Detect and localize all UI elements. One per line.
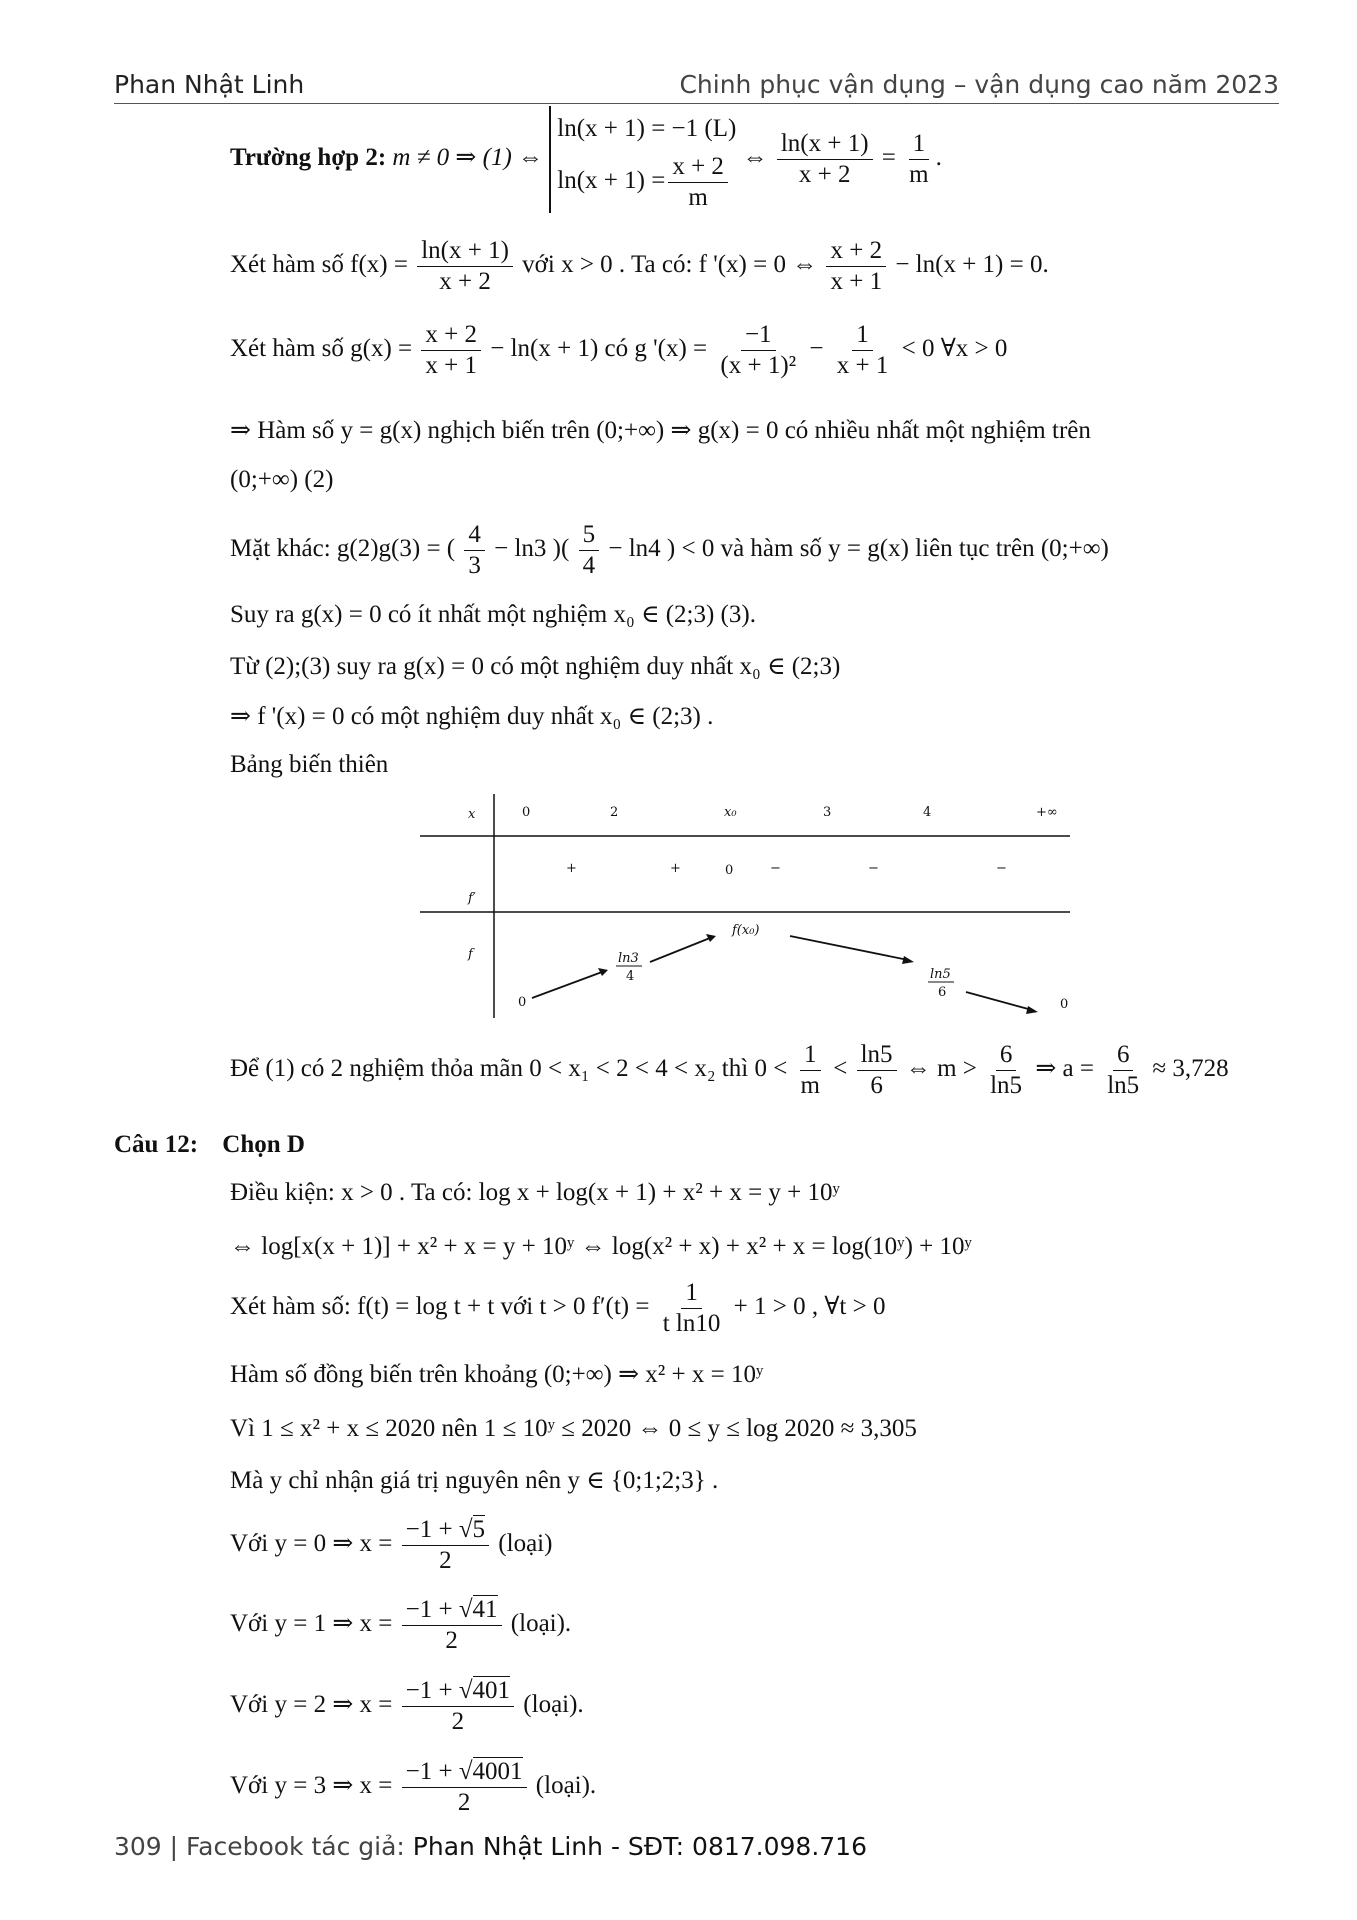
case2-frac: $\frac{\ln(x + 1)}{x + 2}$ — [777, 129, 873, 190]
case-y1: Với y = 1 ⇒ x = $\frac{-1 + √41}{2}$ (loại). — [230, 1596, 572, 1654]
case-y2: Với y = 2 ⇒ x = $\frac{-1 + √401}{2}$ (loại). — [230, 1677, 584, 1735]
case2-line: Trường hợp 2: m ≠ 0 ⇒ (1) ⇔ ln(x + 1) = −1 (L) ln(x + 1) = $\frac{x + 2}{m}$ ⇔ $\frac{\ln(x + 1)}{x + 2}$ = $\frac{1}{m}$ . — [230, 106, 942, 213]
case2-c1: ln(x + 1) = −1 (L) — [557, 115, 737, 142]
line-xet-f-t: Xét hàm số: f(t) = log t + t với t > 0 f′(t) = $\frac{1}{\text{t ln10}}$ + 1 > 0 , ∀t > 0 — [230, 1279, 886, 1337]
f-start: 0 — [518, 995, 527, 1010]
f-max: f(x₀) — [732, 923, 760, 938]
line-de: Để (1) có 2 nghiệm thỏa mãn 0 < x₁ < 2 < 4 < x₂ thì 0 < $\frac{1}{m}$ < $\frac{\ln 5}{6}$ ⇔ m > $\frac{6}{\ln 5}$ ⇒ a = $\frac{6}{\ln 5}$ ≈ 3,728 — [230, 1041, 1229, 1099]
cau12-label: Câu 12: — [114, 1131, 199, 1158]
footer-author: Phan Nhật Linh - SĐT: 0817.098.716 — [412, 1832, 867, 1861]
sign-0: + — [566, 861, 577, 876]
f-mid2-den: 6 — [938, 985, 947, 1000]
line-tu: Từ (2);(3) suy ra g(x) = 0 có một nghiệm duy nhất x₀ ∈ (2;3) — [230, 653, 841, 680]
x-value-5: +∞ — [1036, 805, 1058, 820]
table-x-values — [522, 805, 1058, 820]
line-equiv: ⇔ log[x(x + 1)] + x² + x = y + 10ʸ ⇔ log(x² + x) + x² + x = log(10ʸ) + 10ʸ — [230, 1233, 972, 1260]
table-signs — [566, 861, 1007, 878]
variation-table — [420, 790, 1080, 1020]
x-value-0: 0 — [522, 805, 531, 820]
line-f-prime: ⇒ f '(x) = 0 có một nghiệm duy nhất x₀ ∈ (2;3) . — [230, 703, 714, 730]
line-dieu-kien: Điều kiện: x > 0 . Ta có: log x + log(x + 1) + x² + x = y + 10ʸ — [230, 1179, 840, 1206]
case2-cond: m ≠ 0 ⇒ (1) ⇔ — [392, 144, 544, 172]
header-book-title: Chinh phục vận dụng – vận dụng cao năm 2023 — [679, 70, 1279, 99]
page-number: 309 — [114, 1832, 162, 1861]
sign-4: − — [868, 861, 879, 876]
sign-2: 0 — [725, 863, 734, 878]
case2-system — [549, 106, 736, 213]
table-fp-label: f′ — [468, 891, 476, 906]
f-mid-num: ln3 — [618, 951, 639, 966]
line-bang-bien-thien: Bảng biến thiên — [230, 751, 389, 778]
line-suy-ra: Suy ra g(x) = 0 có ít nhất một nghiệm x₀ ∈ (2;3) (3). — [230, 601, 756, 628]
line-dong-bien: Hàm số đồng biến trên khoảng (0;+∞) ⇒ x² + x = 10ʸ — [230, 1361, 764, 1388]
sign-5: − — [996, 861, 1007, 876]
f-end: 0 — [1060, 997, 1069, 1012]
x-value-1: 2 — [610, 805, 619, 820]
sign-3: − — [770, 861, 781, 876]
table-f-label: f — [468, 947, 473, 962]
cau12-choice: Chọn D — [222, 1131, 305, 1158]
table-x-label: x — [468, 807, 476, 822]
line-nghich-bien: ⇒ Hàm số y = g(x) nghịch biến trên (0;+∞) ⇒ g(x) = 0 có nhiều nhất một nghiệm trên — [230, 417, 1091, 444]
line-nghich-bien-2: (0;+∞) (2) — [230, 466, 334, 493]
case2-frac2: $\frac{1}{m}$ — [909, 130, 929, 188]
case-y3: Với y = 3 ⇒ x = $\frac{-1 + √4001}{2}$ (loại). — [230, 1758, 597, 1816]
arrows — [532, 934, 1038, 1014]
line-mat-khac: Mặt khác: g(2)g(3) = ( $\frac{4}{3}$ − ln3 )( $\frac{5}{4}$ − ln4 ) < 0 và hàm số y = g(x) liên tục trên (0;+∞) — [230, 521, 1109, 579]
footer-facebook: Facebook tác giả: — [186, 1832, 413, 1861]
line-f-def: Xét hàm số f(x) = $\frac{\ln(x + 1)}{x + 2}$ với x > 0 . Ta có: f '(x) = 0 ⇔ $\frac{x + 2}{x + 1}$ − ln(x + 1) = 0. — [230, 237, 1049, 295]
f-mid-den: 4 — [626, 969, 635, 984]
sign-1: + — [670, 861, 681, 876]
line-vi: Vì 1 ≤ x² + x ≤ 2020 nên 1 ≤ 10ʸ ≤ 2020 ⇔ 0 ≤ y ≤ log 2020 ≈ 3,305 — [230, 1415, 917, 1442]
footer: 309 | Facebook tác giả: Phan Nhật Linh - SĐT: 0817.098.716 — [114, 1832, 867, 1861]
case-y0: Với y = 0 ⇒ x = $\frac{-1 + √5}{2}$ (loại) — [230, 1516, 553, 1574]
line-ma: Mà y chỉ nhận giá trị nguyên nên y ∈ {0;1;2;3} . — [230, 1467, 719, 1494]
f-mid2-num: ln5 — [930, 967, 951, 982]
x-value-2: x₀ — [724, 805, 737, 820]
case2-label: Trường hợp 2: — [230, 144, 387, 172]
case2-c2: ln(x + 1) = $\frac{x + 2}{m}$ — [557, 152, 736, 213]
x-value-4: 4 — [923, 805, 932, 820]
cau12-heading — [114, 1128, 305, 1162]
x-value-3: 3 — [823, 805, 832, 820]
line-g-def: Xét hàm số g(x) = $\frac{x + 2}{x + 1}$ − ln(x + 1) có g '(x) = $\frac{-1}{\text{(x + 1)²}}$ − $\frac{1}{x + 1}$ < 0 ∀x > 0 — [230, 321, 1008, 379]
header-author: Phan Nhật Linh — [114, 70, 305, 99]
header-divider — [114, 103, 1279, 104]
